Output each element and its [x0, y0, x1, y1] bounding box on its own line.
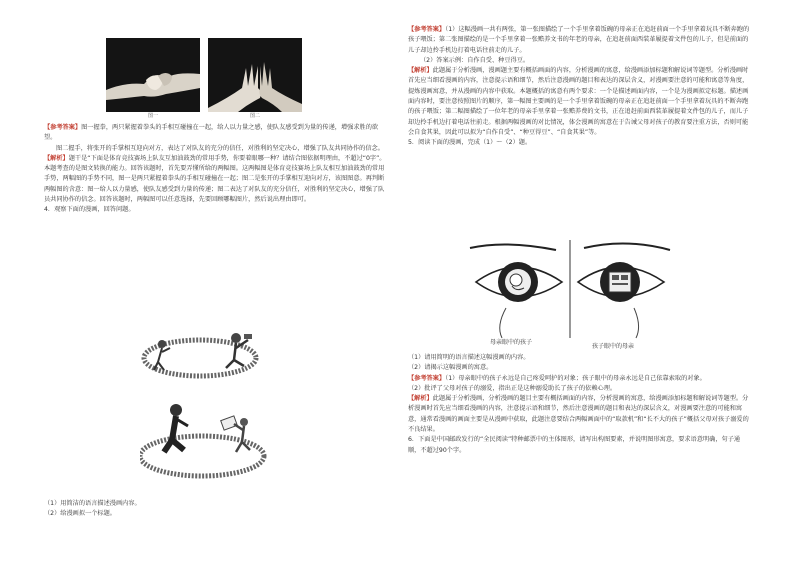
analysis2-text: 此题属于分析漫画，分析漫画的题目主要有概括画面的内容，分析漫画的寓意，给漫画添加标题和解说词等题型。分析漫画时首先应当细看漫画的内容，注意提示语和细节，然后注意漫画的题目和表达的深层含义，对漫画要注意的可能和寓意，通常看漫画的画面主要是从漫画中获取，此题注意要结合两幅画面中的“取款机”和“长不大的孩子”概括父母对孩子溺爱的不良结果。	[408, 395, 749, 434]
label-mother-view: 母亲眼中的孩子	[490, 339, 533, 346]
q4-sub2: （2）给漫画拟一个标题。	[44, 510, 116, 518]
question-5: 5．阅读下面的漫画，完成（1）～（2）题。	[408, 139, 532, 147]
q5-sub1: （1）请用简明的语言描述这幅漫画的内容。	[408, 354, 530, 361]
photo-caption-1: 图一	[147, 113, 158, 119]
photo-fist-bump	[106, 38, 200, 112]
answer-p1: 图一握拳，两只紧握着拳头的手相互碰撞在一起，给人以力量之感，使队友感受到为量的传递，增强求胜的欲望。	[44, 124, 379, 142]
analysis2-tag: 【解析】	[408, 395, 433, 403]
q4-sub1: （1）用简洁的语言描述漫画内容。	[44, 500, 141, 507]
answer2-text: （1）母亲眼中的孩子永远是自己疼爱呵护的对象；孩子眼中的母亲永远是自己依靠索取的对象。	[445, 374, 706, 382]
answer-tag-right: 【参考答案】	[408, 26, 446, 33]
right-column-text-bottom	[408, 353, 750, 456]
question-6: 6．下面是中国邮政发行的“全民阅读”特种邮票中的主体图形，请写出构图要素，并说明图形寓意，要求语意明确，句子通顺，不超过90个字。	[408, 436, 741, 454]
q5-sub2: （2）请揭示这幅漫画的寓意。	[408, 364, 493, 372]
analysis-text-right: 此题属于分析漫画，漫画题主要有概括画面的内容，分析漫画的寓意，给漫画添加标题和解说词等题型。分析漫画时首先应当细看漫画的内容，注意提示语和细节，然后注意漫画的题目和表达的深层含义，对漫画要注意的可能和寓意等角度，提炼漫画寓意，并从漫画的内容中获取。本题概括的寓意有两个要求：一个是描述画面内容，一个是为漫画拟定标题。描述画面内容时，要注意按照图片的顺序，第一幅图主要画的是一个手里拿着饭碗的母亲正在追赶前面一个手里拿着玩具的不断奔跑的孩子喂饭；第二幅图描绘了一位年老的母亲手里拿着一张赡养费的文书，正在追赶前面西装革履提着文件包的儿子，而儿子却边拎手机边打着电话往前走。根据两幅漫画的对比情况，体会漫画的寓意在于告诫父母对孩子的教育要注重方法，否则可能会自食其果，因此可以拟为“自作自受”、“种豆得豆”、“自食其果”等。	[408, 67, 749, 136]
question-4: 4．观察下面的漫画，回答问题。	[44, 206, 135, 214]
answer-sub2-right: （2）答案示例：自作自受、种豆得豆。	[420, 56, 530, 64]
answer2-tag: 【参考答案】	[408, 374, 446, 382]
answer2-sub2: （2）批评了父母对孩子的溺爱，指出正是这种溺爱助长了孩子的依赖心理。	[408, 384, 617, 392]
eyes-cartoon	[466, 238, 674, 348]
analysis-tag: 【解析】	[44, 154, 69, 162]
label-child-view: 孩子眼中的母亲	[592, 343, 635, 350]
q4-subquestions	[44, 499, 386, 520]
photo-open-hands	[208, 38, 302, 112]
fist-bump-image	[106, 38, 200, 112]
right-column-text-top	[408, 25, 750, 149]
answer-tag: 【参考答案】	[44, 124, 82, 131]
hand-gesture-photos	[106, 38, 302, 118]
open-hands-image	[208, 38, 302, 112]
left-column-text	[44, 123, 386, 216]
photo-caption-2: 图二	[249, 113, 260, 119]
answer-p2: 图二握手，将张开的手掌相互迎向对方，表达了对队友的充分的信任，对胜利的坚定决心，增强了队友共同协作的信念。	[56, 144, 384, 152]
eyes-cartoon-drawing	[466, 238, 674, 348]
answer-text-right: （1）这幅漫画一共有两张，第一张图描绘了一个手里拿着饭碗的母亲正在追赶前面一个手里拿着玩具不断奔跑的孩子喂饭；第二张图描绘的是一个手里拿着一张赡养文书的年老的母亲，在追赶前面西装革履提着文件包的儿子，但是前面的儿子却边拎手机边打着电话往前走的儿子。	[408, 26, 750, 54]
chase-cartoon-drawing	[140, 318, 276, 480]
chase-cartoon	[140, 318, 276, 480]
analysis-tag-right: 【解析】	[408, 67, 433, 75]
analysis-text: 题干是“下面是体育竞技赛场上队友互加油鼓劲的常用手势，你要着眼哪一种？请结合图依据明理由，不超过“0字”。本题考查的是图文转换的能力。回答该题时，首先要弄懂所给的两幅图。这两幅图是体育竞技赛场上队友相互加油鼓劲的常用手势，两幅图的手势不同，图一是两只紧握着拳头的手相互碰撞在一起；图二是张开的手掌相互迎向对方，该图图意。再判断两幅图的含意：图一给人以力量感，使队友感受到力量的传递；图二表达了对队友的充分信任，对胜利的坚定决心，增强了队员共同协作的信念。回答该题时，两幅图可以任意选择，先要回顾哪幅图片，然后说出理由即可。	[44, 154, 386, 204]
